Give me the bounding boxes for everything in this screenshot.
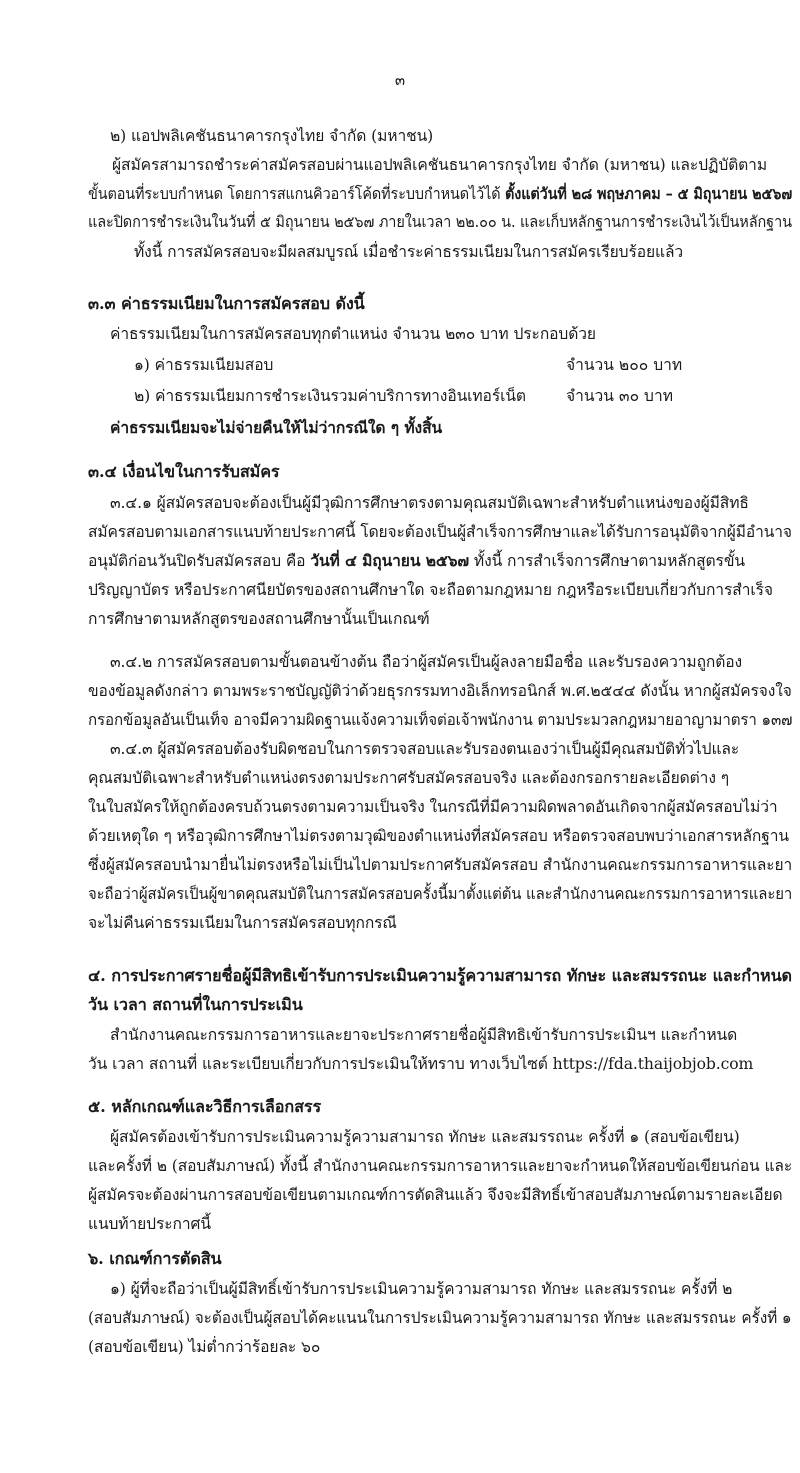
text-line: (สอบข้อเขียน) ไม่ต่ำกว่าร้อยละ ๖๐	[88, 1338, 321, 1356]
section-heading: วัน เวลา สถานที่ในการประเมิน	[88, 995, 303, 1014]
section-heading: ๕. หลักเกณฑ์และวิธีการเลือกสรร	[88, 1097, 322, 1116]
text-line: ๓.๔.๓ ผู้สมัครสอบต้องรับผิดชอบในการตรวจสอบและรับรองตนเองว่าเป็นผู้มีคุณสมบัติทั่วไปและ	[110, 740, 740, 758]
fee-amount: จำนวน ๒๐๐ บาท	[566, 356, 683, 374]
text-line: ด้วยเหตุใด ๆ หรือวุฒิการศึกษาไม่ตรงตามวุฒิของตำแหน่งที่สมัครสอบ หรือตรวจสอบพบว่าเอกสารหลักฐาน	[88, 827, 789, 845]
section-heading: ๔. การประกาศรายชื่อผู้มีสิทธิเข้ารับการประเมินความรู้ความสามารถ ทักษะ และสมรรถนะ และกำหนด	[88, 966, 792, 985]
text-line: (สอบสัมภาษณ์) จะต้องเป็นผู้สอบได้คะแนนในการประเมินความรู้ความสามารถ ทักษะ และสมรรถนะ ครั้งที่ ๑	[88, 1309, 792, 1327]
text-line: จะถือว่าผู้สมัครเป็นผู้ขาดคุณสมบัติในการสมัครสอบครั้งนี้มาตั้งแต่ต้น และสำนักงานคณะกรรมการอาหารและยา	[88, 885, 793, 903]
text-line: ซึ่งผู้สมัครสอบนำมายื่นไม่ตรงหรือไม่เป็นไปตามประกาศรับสมัครสอบ สำนักงานคณะกรรมการอาหารและยา	[88, 856, 793, 874]
text-line: สมัครสอบตามเอกสารแนบท้ายประกาศนี้ โดยจะต้องเป็นผู้สำเร็จการศึกษาและได้รับการอนุมัติจากผู้มีอำนาจ	[88, 523, 792, 541]
text-line: ในใบสมัครให้ถูกต้องครบถ้วนตรงตามความเป็นจริง ในกรณีที่มีความผิดพลาดอันเกิดจากผู้สมัครสอบไม่ว่า	[88, 798, 778, 816]
text-line	[88, 551, 745, 571]
text-line: สำนักงานคณะกรรมการอาหารและยาจะประกาศรายชื่อผู้มีสิทธิเข้ารับการประเมินฯ และกำหนด	[110, 1026, 738, 1044]
text-line: ผู้สมัครสามารถชำระค่าสมัครสอบผ่านแอปพลิเคชันธนาคารกรุงไทย จำกัด (มหาชน) และปฏิบัติตาม	[112, 156, 768, 174]
fee-item: ๒) ค่าธรรมเนียมการชำระเงินรวมค่าบริการทางอินเทอร์เน็ต	[134, 387, 526, 405]
date-range: ตั้งแต่วันที่ ๒๘ พฤษภาคม – ๕ มิถุนายน ๒๕๖๗	[505, 184, 793, 203]
page-number: ๓	[394, 71, 406, 89]
text-line: ของข้อมูลดังกล่าว ตามพระราชบัญญัติว่าด้วยธุรกรรมทางอิเล็กทรอนิกส์ พ.ศ.๒๕๔๔ ดังนั้น หากผู้สมัครจงใจ	[88, 682, 792, 700]
text-line: คุณสมบัติเฉพาะสำหรับตำแหน่งตรงตามประกาศรับสมัครสอบจริง และต้องกรอกรายละเอียดต่าง ๆ	[88, 769, 729, 787]
text-line: การศึกษาตามหลักสูตรของสถานศึกษานั้นเป็นเกณฑ์	[88, 610, 430, 628]
text-line: และครั้งที่ ๒ (สอบสัมภาษณ์) ทั้งนี้ สำนักงานคณะกรรมการอาหารและยาจะกำหนดให้สอบข้อเขียนก่อน และ	[88, 1157, 793, 1175]
deadline-date: วันที่ ๔ มิถุนายน ๒๕๖๗	[310, 551, 470, 570]
text-span: อนุมัติก่อนวันปิดรับสมัครสอบ คือ	[88, 552, 306, 570]
text-line: จะไม่คืนค่าธรรมเนียมในการสมัครสอบทุกกรณี	[88, 914, 397, 932]
text-line: ทั้งนี้ การสมัครสอบจะมีผลสมบูรณ์ เมื่อชำระค่าธรรมเนียมในการสมัครเรียบร้อยแล้ว	[134, 243, 684, 261]
text-line: ๒) แอปพลิเคชันธนาคารกรุงไทย จำกัด (มหาชน)	[110, 127, 434, 145]
text-span: ทั้งนี้ การสำเร็จการศึกษาตามหลักสูตรขั้น	[473, 552, 745, 570]
section-heading: ๖. เกณฑ์การตัดสิน	[88, 1249, 222, 1268]
text-line: ผู้สมัครจะต้องผ่านการสอบข้อเขียนตามเกณฑ์การตัดสินแล้ว จึงจะมีสิทธิ์เข้าสอบสัมภาษณ์ตามรายละเอียด	[88, 1186, 783, 1204]
text-line: วัน เวลา สถานที่ และระเบียบเกี่ยวกับการประเมินให้ทราบ ทางเว็บไซต์ https://fda.thaijobjob.com	[88, 1055, 754, 1073]
text-line: ปริญญาบัตร หรือประกาศนียบัตรของสถานศึกษาใด จะถือตามกฎหมาย กฎหรือระเบียบเกี่ยวกับการสำเร็จ	[88, 581, 773, 599]
text-line: ค่าธรรมเนียมในการสมัครสอบทุกตำแหน่ง จำนวน ๒๓๐ บาท ประกอบด้วย	[110, 325, 596, 343]
text-line: แนบท้ายประกาศนี้	[88, 1215, 211, 1233]
section-heading: ๓.๓ ค่าธรรมเนียมในการสมัครสอบ ดังนี้	[88, 294, 365, 313]
text-line: ๓.๔.๒ การสมัครสอบตามขั้นตอนข้างต้น ถือว่าผู้สมัครเป็นผู้ลงลายมือชื่อ และรับรองความถูกต้อง	[110, 653, 743, 671]
text-line	[88, 184, 792, 204]
fee-item: ๑) ค่าธรรมเนียมสอบ	[134, 356, 274, 374]
section-heading: ๓.๔ เงื่อนไขในการรับสมัคร	[88, 462, 280, 481]
text-line: ๑) ผู้ที่จะถือว่าเป็นผู้มีสิทธิ์เข้ารับการประเมินความรู้ความสามารถ ทักษะ และสมรรถนะ ครั้งที่ ๒	[110, 1280, 733, 1298]
fee-amount: จำนวน ๓๐ บาท	[566, 387, 673, 405]
fee-notice: ค่าธรรมเนียมจะไม่จ่ายคืนให้ไม่ว่ากรณีใด ๆ ทั้งสิ้น	[110, 418, 443, 437]
text-line: ผู้สมัครต้องเข้ารับการประเมินความรู้ความสามารถ ทักษะ และสมรรถนะ ครั้งที่ ๑ (สอบข้อเขียน)	[110, 1128, 740, 1146]
text-span: ขั้นตอนที่ระบบกำหนด โดยการสแกนคิวอาร์โค้ดที่ระบบกำหนดไว้ได้	[88, 185, 501, 203]
text-line: ๓.๔.๑ ผู้สมัครสอบจะต้องเป็นผู้มีวุฒิการศึกษาตรงตามคุณสมบัติเฉพาะสำหรับตำแหน่งของผู้มีสิทธิ	[110, 494, 749, 512]
text-line: และปิดการชำระเงินในวันที่ ๕ มิถุนายน ๒๕๖๗ ภายในเวลา ๒๒.๐๐ น. และเก็บหลักฐานการชำระเงินไว้เป็นหลักฐาน	[88, 213, 792, 231]
text-line: กรอกข้อมูลอันเป็นเท็จ อาจมีความผิดฐานแจ้งความเท็จต่อเจ้าพนักงาน ตามประมวลกฎหมายอาญามาตรา ๑๓๗	[88, 711, 793, 729]
